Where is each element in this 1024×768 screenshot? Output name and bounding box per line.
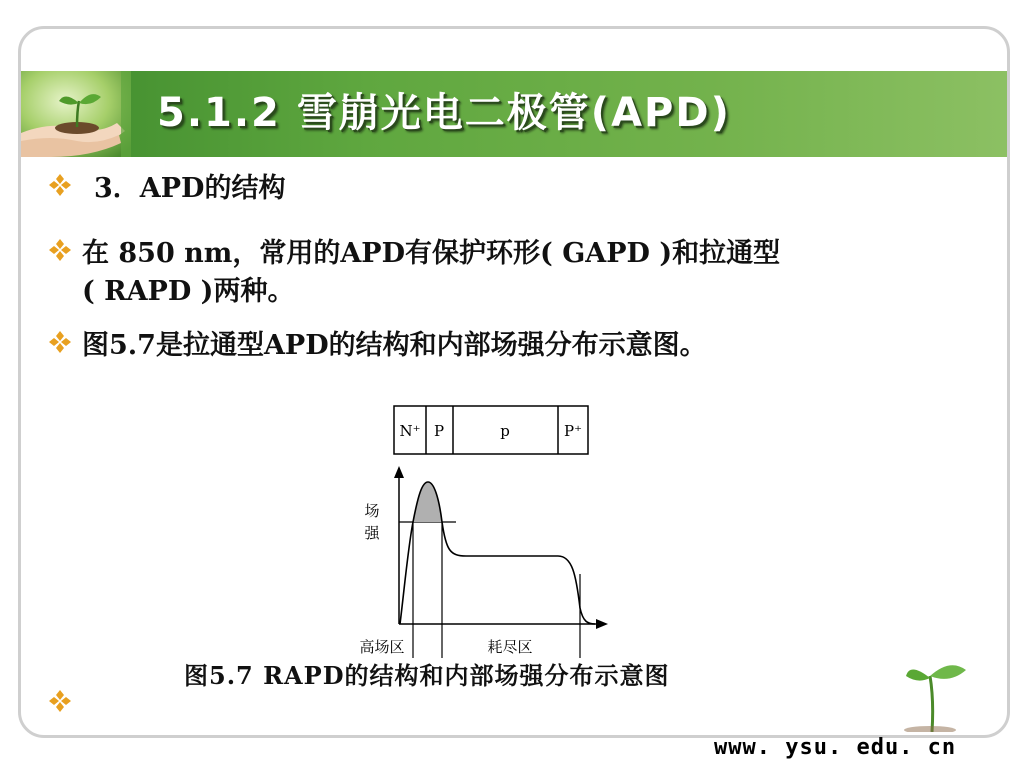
sprout-decoration [880, 640, 980, 732]
y-axis-arrow-icon [394, 466, 404, 478]
bullet-text: 3．APD的结构 [94, 173, 286, 204]
bullet-text-line-1: 在 850 nm，常用的APD有保护环形( GAPD )和拉通型 [82, 238, 781, 269]
x-axis-arrow-icon [596, 619, 608, 629]
hands-with-sprout-photo [21, 71, 131, 157]
bullet-text-line-2: ( RAPD )两种。 [82, 276, 295, 307]
region-label-high-field: 高场区 [359, 638, 405, 656]
footer-url[interactable]: www. ysu. edu. cn [714, 735, 957, 760]
region-label-depletion: 耗尽区 [487, 638, 533, 656]
layer-label-n-plus: N⁺ [399, 422, 421, 440]
y-axis-label-char-1: 场 [364, 502, 380, 520]
layer-label-p-intrinsic: p [500, 422, 510, 440]
diamond-bullet-icon [46, 171, 74, 209]
y-axis-label-char-2: 强 [364, 524, 380, 542]
bullet-text: 图5.7是拉通型APD的结构和内部场强分布示意图。 [82, 330, 707, 361]
rapd-structure-figure [340, 378, 630, 660]
layer-label-p-plus: P⁺ [563, 422, 583, 440]
diamond-bullet-icon [46, 328, 74, 366]
figure-caption: 图5.7 RAPD的结构和内部场强分布示意图 [184, 661, 670, 690]
layer-box [394, 406, 588, 454]
layer-label-p: P [433, 422, 445, 440]
diamond-bullet-icon [46, 236, 74, 274]
diamond-bullet-icon [46, 687, 74, 725]
slide-title: 5.1.2 雪崩光电二极管(APD) [157, 90, 731, 136]
title-bar [21, 71, 1007, 157]
